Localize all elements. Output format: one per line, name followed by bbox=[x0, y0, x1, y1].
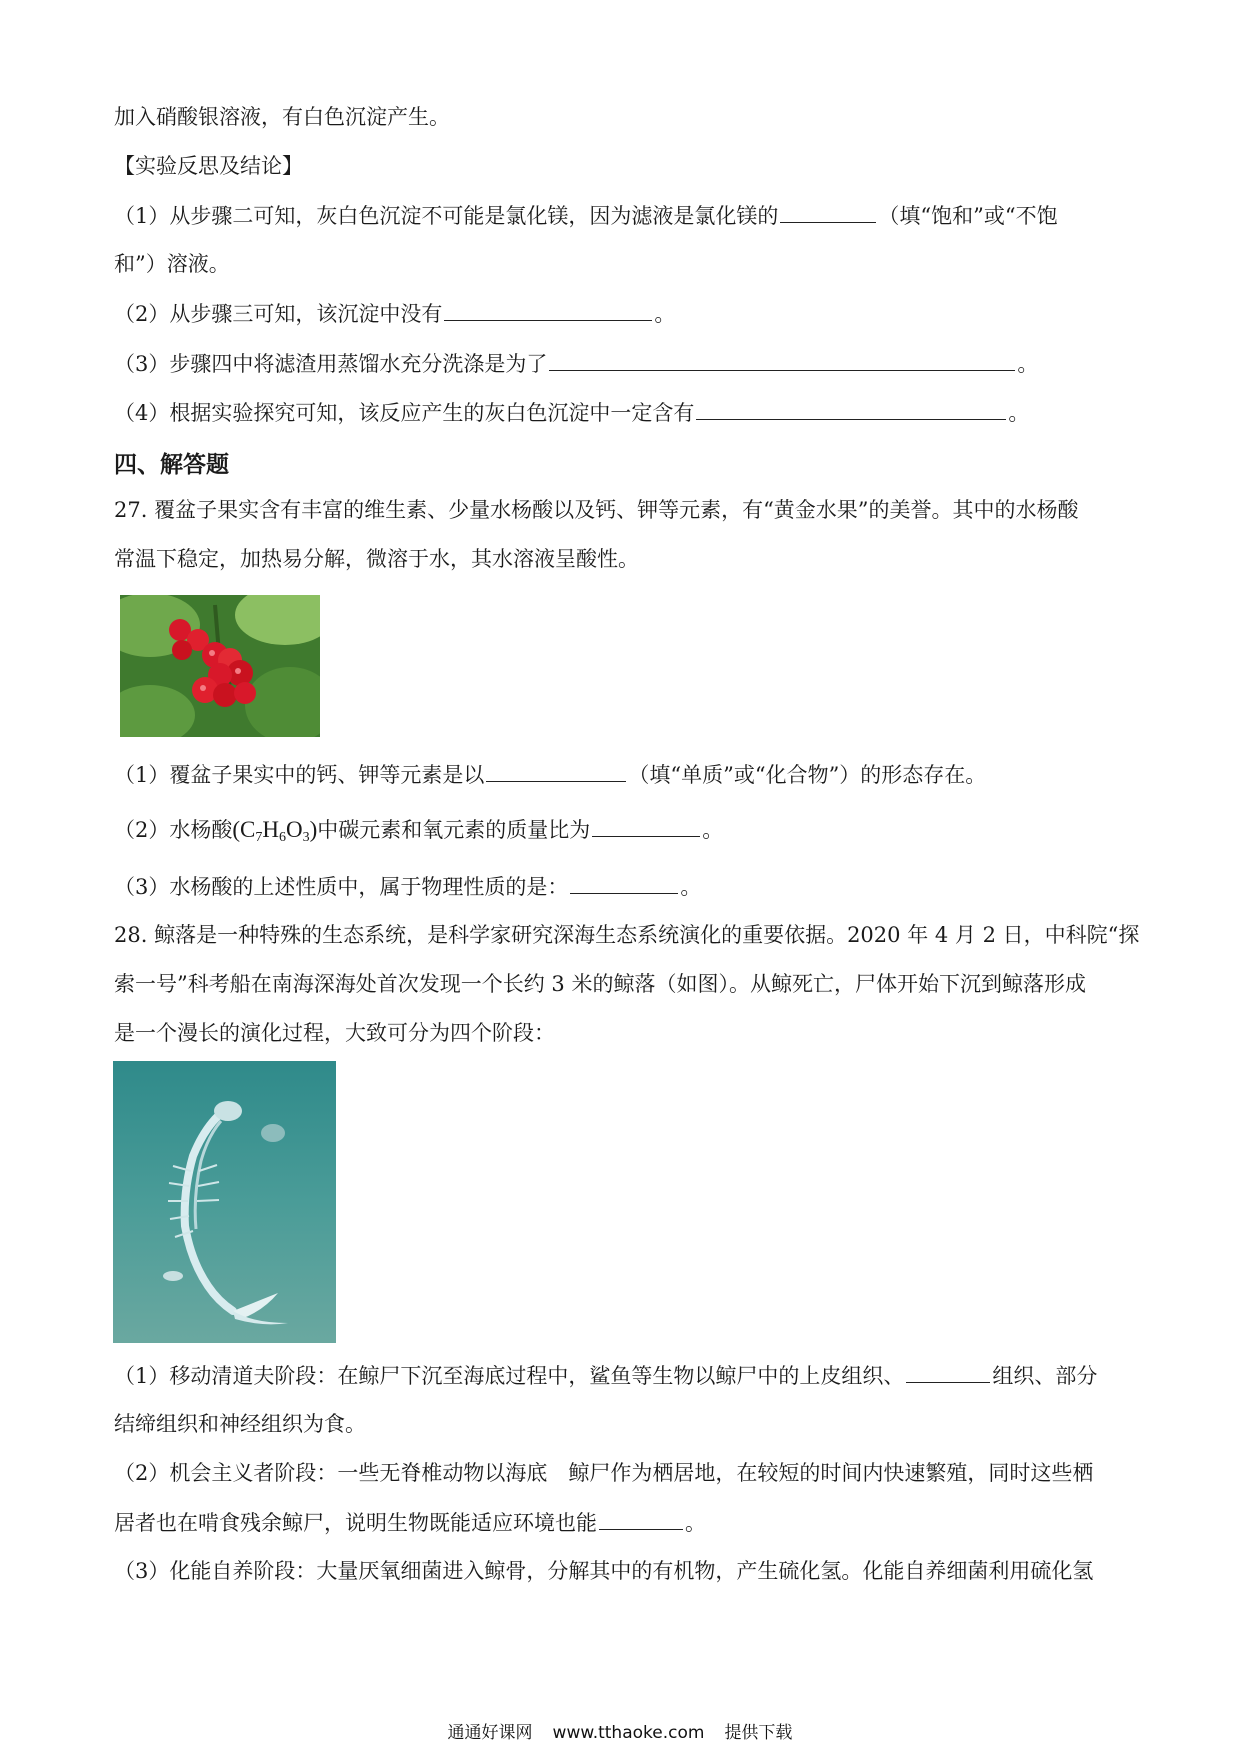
question-4 bbox=[114, 397, 1029, 428]
question-text: 居者也在啃食残余鲸尸，说明生物既能适应环境也能 bbox=[114, 1511, 597, 1535]
answer-blank[interactable] bbox=[570, 871, 678, 894]
q27-part-1 bbox=[114, 759, 986, 790]
question-text: 组织、部分 bbox=[992, 1364, 1098, 1388]
answer-blank[interactable] bbox=[549, 348, 1015, 371]
q28-text: 28. 鲸落是一种特殊的生态系统，是科学家研究深海生态系统演化的重要依据。2020 年 4 月 2 日，中科院“探 bbox=[114, 923, 1140, 947]
q27-part-3 bbox=[114, 871, 701, 902]
question-text: （3）水杨酸的上述性质中，属于物理性质的是： bbox=[114, 875, 569, 899]
q27-text: 27. 覆盆子果实含有丰富的维生素、少量水杨酸以及钙、钾等元素，有“黄金水果”的美誉。其中的水杨酸 bbox=[114, 498, 1079, 522]
q27-text: 常温下稳定，加热易分解，微溶于水，其水溶液呈酸性。 bbox=[114, 547, 639, 571]
question-text: （2）从步骤三可知，该沉淀中没有 bbox=[114, 302, 443, 326]
q28-part-1 bbox=[114, 1360, 1097, 1391]
answer-blank[interactable] bbox=[592, 814, 700, 837]
question-1 bbox=[114, 200, 1058, 231]
footer-note: 提供下载 bbox=[724, 1723, 793, 1743]
question-text: （2）水杨酸 bbox=[114, 818, 233, 842]
question-text: （填“单质”或“化合物”）的形态存在。 bbox=[628, 763, 987, 787]
punctuation: 。 bbox=[1008, 401, 1030, 425]
question-text: （1）移动清道夫阶段：在鲸尸下沉至海底过程中，鲨鱼等生物以鲸尸中的上皮组织、 bbox=[114, 1364, 905, 1388]
q28-text: 索一号”科考船在南海深海处首次发现一个长约 3 米的鲸落（如图）。从鲸死亡，尸体开始下沉到鲸落形成 bbox=[114, 972, 1086, 996]
text-line: 加入硝酸银溶液，有白色沉淀产生。 bbox=[114, 105, 450, 129]
q28-text: 是一个漫长的演化过程，大致可分为四个阶段： bbox=[114, 1021, 555, 1045]
question-text: （填“饱和”或“不饱 bbox=[878, 204, 1058, 228]
question-3 bbox=[114, 348, 1038, 379]
question-1-continued: 和”）溶液。 bbox=[114, 252, 230, 276]
page-footer bbox=[0, 1718, 1240, 1743]
q28-part-2: （2）机会主义者阶段：一些无脊椎动物以海底 鲸尸作为栖居地，在较短的时间内快速繁殖，同时这些栖 bbox=[114, 1461, 1094, 1485]
q28-part-2-continued bbox=[114, 1507, 706, 1538]
section-heading: 四、解答题 bbox=[114, 452, 229, 478]
question-text: （1）从步骤二可知，灰白色沉淀不可能是氯化镁，因为滤液是氯化镁的 bbox=[114, 204, 779, 228]
q27-part-2 bbox=[114, 814, 723, 853]
punctuation: 。 bbox=[1017, 352, 1039, 376]
footer-site-name: 通通好课网 bbox=[447, 1723, 533, 1743]
answer-blank[interactable] bbox=[444, 298, 652, 321]
answer-blank[interactable] bbox=[696, 397, 1006, 420]
answer-blank[interactable] bbox=[486, 759, 626, 782]
q28-text: 结缔组织和神经组织为食。 bbox=[114, 1412, 366, 1436]
answer-blank[interactable] bbox=[906, 1360, 990, 1383]
salicylic-acid-formula: $(C_7H_6O_3)$ bbox=[232, 817, 318, 845]
punctuation: 。 bbox=[680, 875, 702, 899]
footer-url[interactable]: www.tthaoke.com bbox=[552, 1723, 705, 1743]
question-text: （3）步骤四中将滤渣用蒸馏水充分洗涤是为了 bbox=[114, 352, 548, 376]
raspberry-photo bbox=[120, 595, 320, 737]
q28-part-3: （3）化能自养阶段：大量厌氧细菌进入鲸骨，分解其中的有机物，产生硫化氢。化能自养细菌利用硫化氢 bbox=[114, 1559, 1094, 1583]
question-text: （4）根据实验探究可知，该反应产生的灰白色沉淀中一定含有 bbox=[114, 401, 695, 425]
punctuation: 。 bbox=[702, 818, 724, 842]
answer-blank[interactable] bbox=[599, 1507, 683, 1530]
whale-fall-photo bbox=[113, 1061, 336, 1343]
question-text: （1）覆盆子果实中的钙、钾等元素是以 bbox=[114, 763, 485, 787]
question-2 bbox=[114, 298, 675, 329]
punctuation: 。 bbox=[685, 1511, 706, 1535]
question-text: 中碳元素和氧元素的质量比为 bbox=[317, 818, 591, 842]
reflection-heading: 【实验反思及结论】 bbox=[114, 154, 303, 178]
punctuation: 。 bbox=[654, 302, 676, 326]
answer-blank[interactable] bbox=[780, 200, 876, 223]
